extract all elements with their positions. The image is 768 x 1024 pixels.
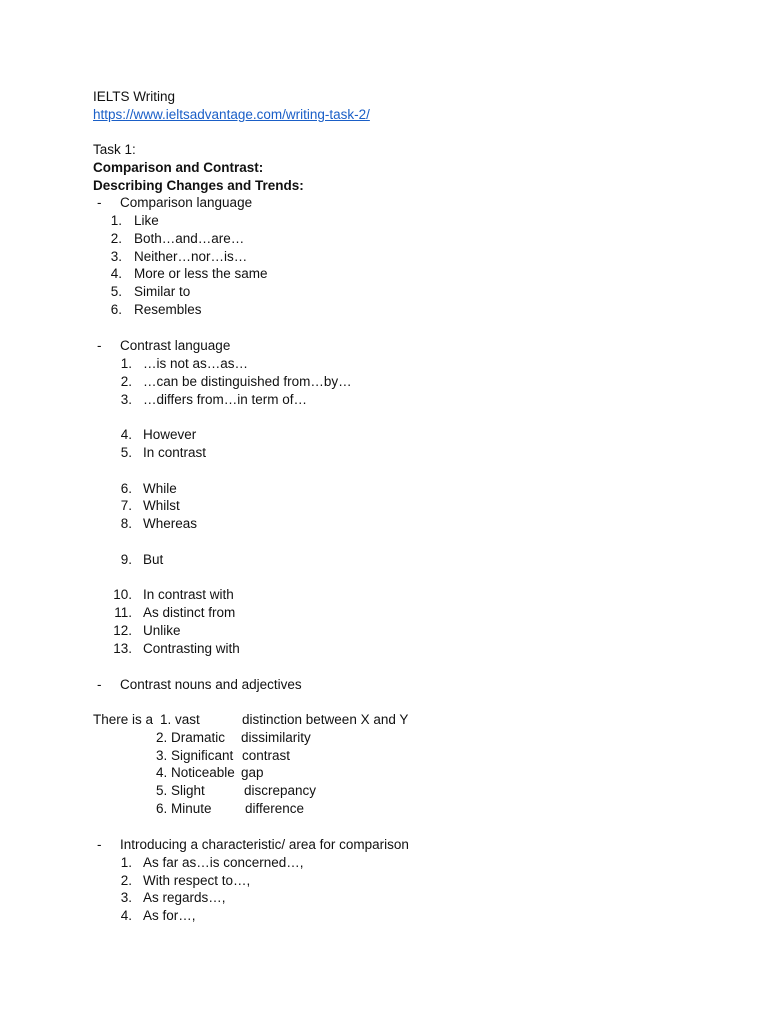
list-item-number: 5.: [120, 445, 132, 460]
list-item-number: 1.: [120, 356, 132, 371]
list-item: Unlike: [143, 623, 181, 638]
list-item: Similar to: [134, 284, 191, 299]
list-item-number: 6.: [110, 302, 122, 317]
list-item-number: 4.: [120, 908, 132, 923]
list-item-number: 3.: [120, 890, 132, 905]
list-item-number: 3.: [120, 392, 132, 407]
list-item-number: 3.: [110, 249, 122, 264]
section-label-nouns: Contrast nouns and adjectives: [120, 677, 302, 692]
list-item-number: 1.: [120, 855, 132, 870]
list-item-number: 4.: [110, 266, 122, 281]
section-label-intro: Introducing a characteristic/ area for comparison: [120, 837, 409, 852]
list-item: As regards…,: [143, 890, 226, 905]
document-title: IELTS Writing: [93, 89, 176, 104]
list-item: Whilst: [143, 498, 180, 513]
list-item-number: 5.: [110, 284, 122, 299]
source-link[interactable]: https://www.ieltsadvantage.com/writing-task-2/: [93, 107, 370, 122]
list-item-number: 12.: [113, 623, 132, 638]
list-item: Both…and…are…: [134, 231, 245, 246]
list-item: Whereas: [143, 516, 198, 531]
list-item-number: 11.: [114, 605, 132, 620]
list-item: In contrast: [143, 445, 207, 460]
list-item: As far as…is concerned…,: [143, 855, 304, 870]
list-item-number: 7.: [120, 498, 132, 513]
section-label-contrast: Contrast language: [120, 338, 231, 353]
nouns-prefix: There is a: [93, 712, 154, 727]
list-item: However: [143, 427, 197, 442]
list-item: Resembles: [134, 302, 202, 317]
list-item: More or less the same: [134, 266, 268, 281]
list-item-number: 13.: [113, 641, 132, 656]
adjective-cell: 5. Slight: [156, 783, 205, 798]
list-item: …can be distinguished from…by…: [143, 374, 352, 389]
list-item: With respect to…,: [143, 873, 251, 888]
adjective-cell: 4. Noticeable: [156, 765, 235, 780]
list-item-number: 1.: [110, 213, 122, 228]
noun-cell: gap: [241, 765, 264, 780]
list-item: While: [143, 481, 177, 496]
list-item-number: 9.: [120, 552, 132, 567]
adjective-cell: 3. Significant: [156, 748, 234, 763]
list-item-number: 10.: [113, 587, 132, 602]
list-item: …is not as…as…: [143, 356, 249, 371]
bullet-dash: -: [97, 677, 102, 692]
heading-comparison-contrast: Comparison and Contrast:: [93, 160, 264, 175]
list-item: Neither…nor…is…: [134, 249, 248, 264]
bullet-dash: -: [97, 338, 102, 353]
list-item-number: 2.: [120, 374, 132, 389]
list-item-number: 8.: [120, 516, 132, 531]
bullet-dash: -: [97, 195, 102, 210]
adjective-cell: 6. Minute: [156, 801, 212, 816]
list-item-number: 2.: [110, 231, 122, 246]
list-item: As distinct from: [143, 605, 236, 620]
list-item: But: [143, 552, 164, 567]
noun-cell: difference: [245, 801, 305, 816]
list-item: In contrast with: [143, 587, 234, 602]
heading-changes-trends: Describing Changes and Trends:: [93, 178, 304, 193]
adjective-cell: 1. vast: [160, 712, 200, 727]
adjective-cell: 2. Dramatic: [156, 730, 226, 745]
noun-cell: discrepancy: [244, 783, 317, 798]
task-label: Task 1:: [93, 142, 136, 157]
list-item-number: 4.: [120, 427, 132, 442]
noun-cell: contrast: [242, 748, 291, 763]
list-item: As for…,: [143, 908, 196, 923]
noun-cell: dissimilarity: [241, 730, 311, 745]
list-item-number: 2.: [120, 873, 132, 888]
list-item-number: 6.: [120, 481, 132, 496]
noun-cell: distinction between X and Y: [242, 712, 409, 727]
list-item: Like: [134, 213, 159, 228]
section-label-comparison: Comparison language: [120, 195, 253, 210]
bullet-dash: -: [97, 837, 102, 852]
list-item: …differs from…in term of…: [143, 392, 308, 407]
list-item: Contrasting with: [143, 641, 240, 656]
